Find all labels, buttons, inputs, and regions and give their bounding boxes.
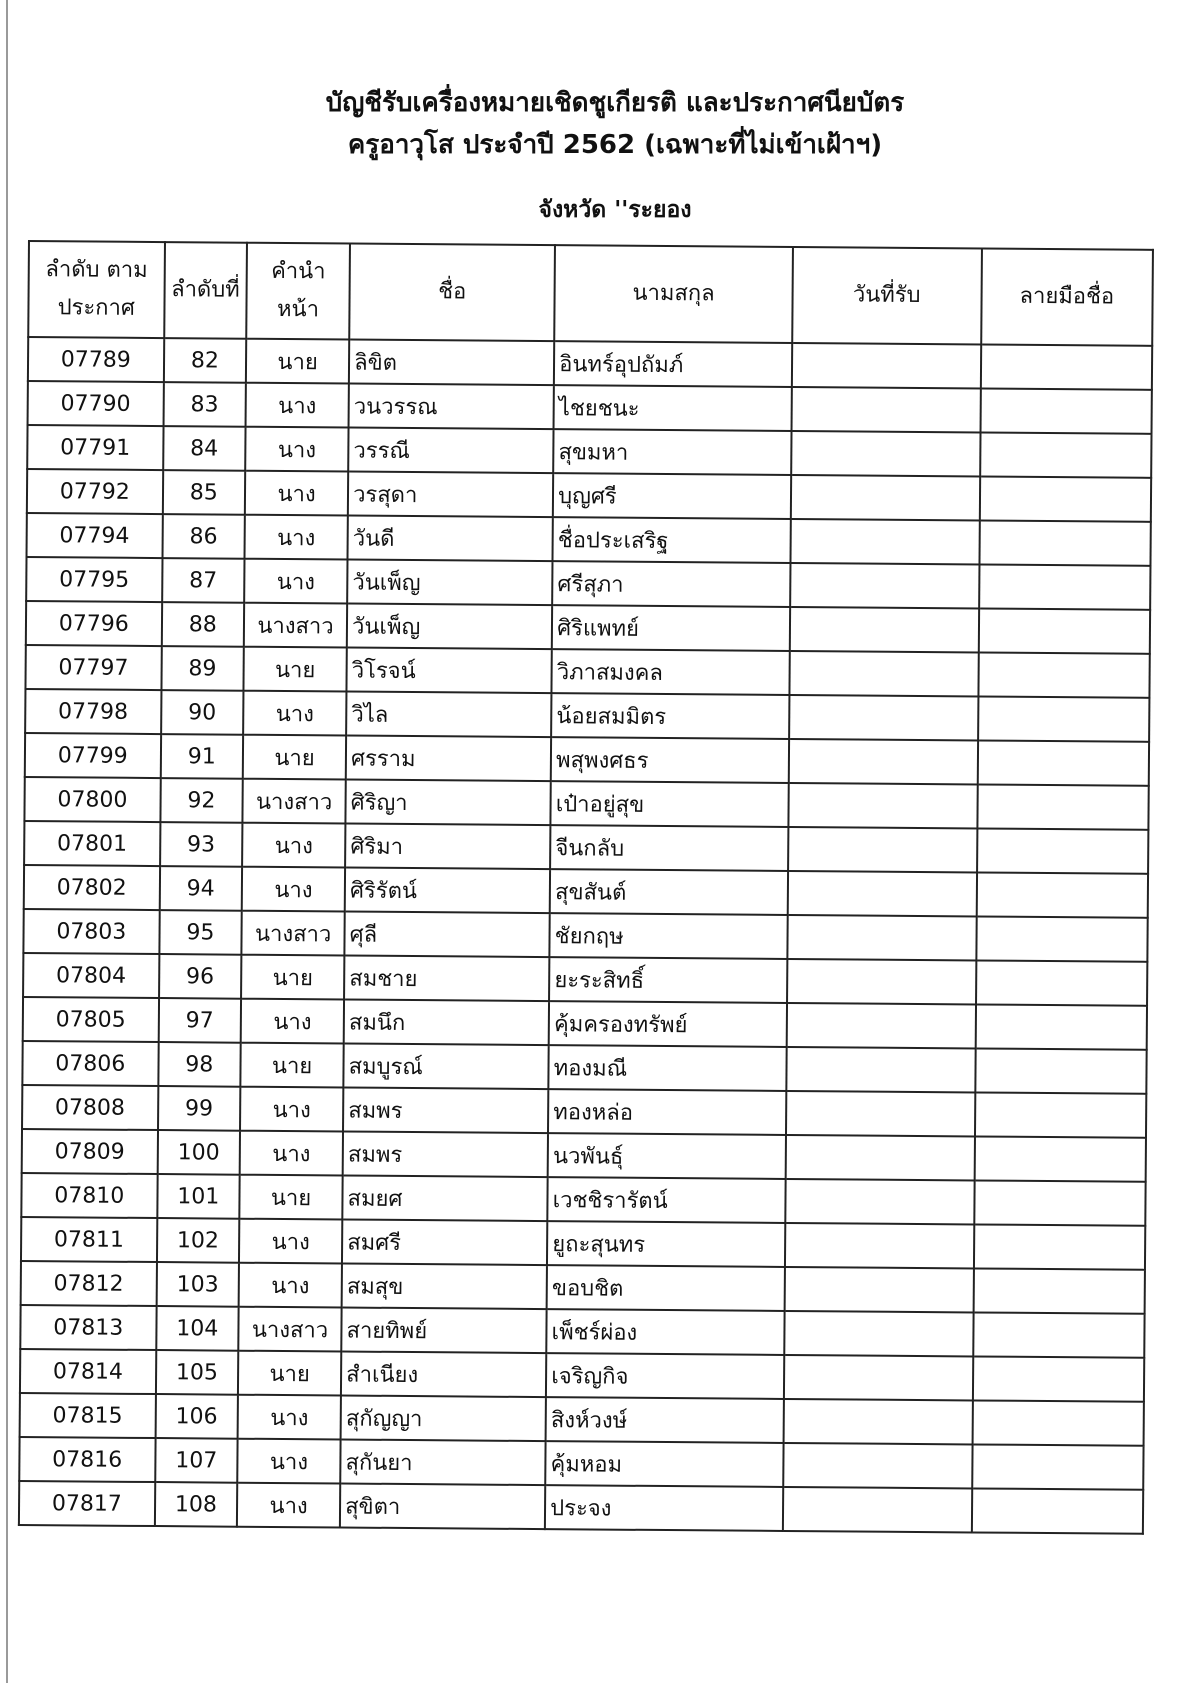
cell-prefix: นาย xyxy=(239,1175,342,1220)
cell-first-name: สมสุข xyxy=(342,1263,547,1309)
cell-first-name: สุกันยา xyxy=(340,1439,545,1485)
cell-signature[interactable] xyxy=(976,960,1148,1005)
cell-seq-no: 98 xyxy=(158,1042,241,1087)
cell-date-received[interactable] xyxy=(790,519,979,564)
cell-first-name: สายทิพย์ xyxy=(341,1307,546,1353)
header-prefix: คำนำหน้า xyxy=(246,243,350,340)
cell-first-name: ศิริญา xyxy=(346,780,551,826)
cell-prefix: นางสาว xyxy=(238,1307,341,1352)
cell-first-name: วนวรรณ xyxy=(349,384,554,430)
cell-date-received[interactable] xyxy=(788,827,977,872)
cell-first-name: วิโรจน์ xyxy=(347,648,552,694)
cell-seq-no: 101 xyxy=(157,1174,240,1219)
cell-prefix: นาง xyxy=(239,1263,342,1308)
cell-seq-no: 97 xyxy=(158,998,241,1043)
cell-last-name: เพ็ชร์ผ่อง xyxy=(546,1309,784,1355)
cell-signature[interactable] xyxy=(973,1312,1145,1357)
cell-first-name: วิไล xyxy=(346,692,551,738)
cell-prefix: นาง xyxy=(240,1087,343,1132)
cell-announce-no: 07794 xyxy=(27,513,163,558)
cell-seq-no: 99 xyxy=(158,1086,241,1131)
cell-last-name: ยะระสิทธิ์ xyxy=(549,957,787,1003)
cell-signature[interactable] xyxy=(973,1268,1145,1313)
cell-first-name: สมศรี xyxy=(342,1219,547,1265)
cell-prefix: นาย xyxy=(246,339,349,384)
cell-signature[interactable] xyxy=(975,1092,1147,1137)
cell-date-received[interactable] xyxy=(787,959,976,1004)
cell-signature[interactable] xyxy=(974,1180,1146,1225)
cell-prefix: นางสาว xyxy=(242,779,345,824)
cell-prefix: นาง xyxy=(237,1483,340,1528)
cell-prefix: นาย xyxy=(244,647,347,692)
cell-date-received[interactable] xyxy=(787,915,976,960)
cell-seq-no: 85 xyxy=(162,470,245,515)
cell-prefix: นาย xyxy=(243,735,346,780)
cell-first-name: สมพร xyxy=(343,1088,548,1134)
cell-announce-no: 07791 xyxy=(27,425,163,470)
cell-date-received[interactable] xyxy=(787,871,976,916)
cell-date-received[interactable] xyxy=(791,475,980,520)
cell-signature[interactable] xyxy=(978,608,1150,653)
cell-first-name: ศรราม xyxy=(346,736,551,782)
province-heading: จังหวัด ''ระยอง xyxy=(538,197,692,223)
cell-announce-no: 07803 xyxy=(23,909,159,954)
cell-announce-no: 07808 xyxy=(22,1085,158,1130)
cell-seq-no: 91 xyxy=(160,734,243,779)
cell-signature[interactable] xyxy=(977,828,1149,873)
cell-last-name: นวพันธุ์ xyxy=(548,1133,786,1179)
cell-signature[interactable] xyxy=(972,1444,1144,1489)
cell-last-name: ทองหล่อ xyxy=(548,1089,786,1135)
cell-announce-no: 07806 xyxy=(22,1041,158,1086)
cell-date-received[interactable] xyxy=(790,607,979,652)
cell-seq-no: 108 xyxy=(155,1482,238,1527)
cell-date-received[interactable] xyxy=(783,1443,972,1488)
cell-prefix: นาง xyxy=(243,691,346,736)
cell-date-received[interactable] xyxy=(786,1091,975,1136)
cell-prefix: นาง xyxy=(238,1395,341,1440)
cell-seq-no: 95 xyxy=(159,910,242,955)
roster-table xyxy=(18,240,1154,1535)
cell-last-name: ประจง xyxy=(545,1485,783,1531)
cell-first-name: ศุลี xyxy=(345,912,550,958)
header-announce-no: ลำดับ ตามประกาศ xyxy=(28,241,164,338)
cell-last-name: อินทร์อุปถัมภ์ xyxy=(554,341,792,387)
cell-seq-no: 83 xyxy=(163,382,246,427)
cell-prefix: นาง xyxy=(245,515,348,560)
cell-last-name: คุ้มครองทรัพย์ xyxy=(549,1001,787,1047)
cell-signature[interactable] xyxy=(976,916,1148,961)
cell-announce-no: 07811 xyxy=(21,1217,157,1262)
cell-first-name: ลิขิต xyxy=(349,340,554,386)
cell-announce-no: 07790 xyxy=(28,381,164,426)
cell-first-name: วันเพ็ญ xyxy=(347,604,552,650)
cell-signature[interactable] xyxy=(975,1048,1147,1093)
cell-announce-no: 07814 xyxy=(20,1349,156,1394)
cell-last-name: พสุพงศธร xyxy=(551,737,789,783)
cell-signature[interactable] xyxy=(978,652,1150,697)
cell-seq-no: 100 xyxy=(157,1130,240,1175)
cell-last-name: ศรีสุภา xyxy=(552,561,790,607)
cell-signature[interactable] xyxy=(980,344,1152,389)
cell-date-received[interactable] xyxy=(786,1047,975,1092)
cell-seq-no: 96 xyxy=(159,954,242,999)
cell-seq-no: 107 xyxy=(155,1438,238,1483)
cell-seq-no: 84 xyxy=(163,426,246,471)
cell-announce-no: 07789 xyxy=(28,337,164,382)
cell-prefix: นางสาว xyxy=(241,911,344,956)
cell-prefix: นาง xyxy=(244,559,347,604)
cell-date-received[interactable] xyxy=(789,739,978,784)
cell-last-name: สุขมหา xyxy=(553,429,791,475)
table-row xyxy=(19,1481,1143,1534)
cell-seq-no: 92 xyxy=(160,778,243,823)
cell-signature[interactable] xyxy=(971,1488,1143,1533)
cell-date-received[interactable] xyxy=(792,343,981,388)
cell-date-received[interactable] xyxy=(791,387,980,432)
cell-date-received[interactable] xyxy=(789,651,978,696)
cell-announce-no: 07795 xyxy=(26,557,162,602)
cell-announce-no: 07816 xyxy=(19,1437,155,1482)
cell-prefix: นาง xyxy=(241,999,344,1044)
cell-last-name: สุขสันต์ xyxy=(550,869,788,915)
cell-last-name: ชัยกฤษ xyxy=(550,913,788,959)
cell-seq-no: 93 xyxy=(160,822,243,867)
cell-first-name: สมชาย xyxy=(344,956,549,1002)
cell-signature[interactable] xyxy=(980,432,1152,477)
cell-announce-no: 07797 xyxy=(25,645,161,690)
cell-date-received[interactable] xyxy=(788,783,977,828)
cell-signature[interactable] xyxy=(979,564,1151,609)
cell-announce-no: 07812 xyxy=(21,1261,157,1306)
cell-signature[interactable] xyxy=(972,1356,1144,1401)
cell-seq-no: 103 xyxy=(156,1262,239,1307)
cell-prefix: นาง xyxy=(242,867,345,912)
title-line-2: ครูอาวุโส ประจำปี 2562 (เฉพาะที่ไม่เข้าเฝ้าฯ) xyxy=(347,130,883,160)
cell-last-name: ไชยชนะ xyxy=(554,385,792,431)
cell-last-name: น้อยสมมิตร xyxy=(551,693,789,739)
cell-seq-no: 106 xyxy=(155,1394,238,1439)
cell-announce-no: 07813 xyxy=(20,1305,156,1350)
cell-date-received[interactable] xyxy=(784,1311,973,1356)
cell-prefix: นาง xyxy=(239,1219,342,1264)
cell-signature[interactable] xyxy=(977,740,1149,785)
cell-last-name: ยูถะสุนทร xyxy=(547,1221,785,1267)
cell-date-received[interactable] xyxy=(790,563,979,608)
cell-seq-no: 102 xyxy=(157,1218,240,1263)
header-first-name: ชื่อ xyxy=(349,244,555,342)
cell-first-name: สมพร xyxy=(343,1132,548,1178)
cell-announce-no: 07817 xyxy=(19,1481,155,1526)
cell-seq-no: 89 xyxy=(161,646,244,691)
header-last-name: นามสกุล xyxy=(554,245,792,343)
cell-signature[interactable] xyxy=(975,1004,1147,1049)
cell-seq-no: 94 xyxy=(159,866,242,911)
cell-date-received[interactable] xyxy=(791,431,980,476)
cell-announce-no: 07810 xyxy=(21,1173,157,1218)
cell-announce-no: 07809 xyxy=(22,1129,158,1174)
cell-first-name: ศิริรัตน์ xyxy=(345,868,550,914)
cell-last-name: เป๋าอยู่สุข xyxy=(551,781,789,827)
cell-signature[interactable] xyxy=(979,520,1151,565)
cell-last-name: ขอบชิต xyxy=(547,1265,785,1311)
cell-first-name: สำเนียง xyxy=(341,1351,546,1397)
cell-announce-no: 07800 xyxy=(24,777,160,822)
cell-first-name: วรสุดา xyxy=(348,472,553,518)
cell-seq-no: 104 xyxy=(156,1306,239,1351)
cell-announce-no: 07815 xyxy=(20,1393,156,1438)
cell-first-name: สมบูรณ์ xyxy=(343,1044,548,1090)
cell-prefix: นาย xyxy=(240,1043,343,1088)
cell-seq-no: 88 xyxy=(161,602,244,647)
cell-seq-no: 105 xyxy=(156,1350,239,1395)
roster-body xyxy=(19,337,1152,1534)
cell-last-name: เวชชิรารัตน์ xyxy=(547,1177,785,1223)
cell-first-name: สมนึก xyxy=(344,1000,549,1046)
title-line-1: บัญชีรับเครื่องหมายเชิดชูเกียรติ และประกาศนียบัตร xyxy=(325,88,905,118)
cell-signature[interactable] xyxy=(973,1224,1145,1269)
header-seq-no: ลำดับที่ xyxy=(164,242,247,339)
cell-announce-no: 07802 xyxy=(24,865,160,910)
cell-prefix: นาง xyxy=(242,823,345,868)
cell-date-received[interactable] xyxy=(786,1003,975,1048)
cell-announce-no: 07799 xyxy=(25,733,161,778)
cell-date-received[interactable] xyxy=(789,695,978,740)
cell-prefix: นาย xyxy=(241,955,344,1000)
cell-date-received[interactable] xyxy=(784,1267,973,1312)
cell-last-name: คุ้มหอม xyxy=(545,1441,783,1487)
page-edge xyxy=(6,0,8,1683)
cell-signature[interactable] xyxy=(980,388,1152,433)
document-title xyxy=(0,82,1190,166)
cell-first-name: สมยศ xyxy=(342,1176,547,1222)
header-signature: ลายมือชื่อ xyxy=(981,248,1153,345)
header-row xyxy=(28,241,1153,346)
cell-announce-no: 07792 xyxy=(27,469,163,514)
cell-first-name: วรรณี xyxy=(348,428,553,474)
cell-signature[interactable] xyxy=(974,1136,1146,1181)
cell-seq-no: 82 xyxy=(163,338,246,383)
cell-announce-no: 07796 xyxy=(26,601,162,646)
cell-seq-no: 86 xyxy=(162,514,245,559)
cell-signature[interactable] xyxy=(977,784,1149,829)
cell-date-received[interactable] xyxy=(784,1355,973,1400)
cell-first-name: สุขิตา xyxy=(340,1483,545,1529)
cell-prefix: นาง xyxy=(245,471,348,516)
cell-last-name: ชื่อประเสริฐ xyxy=(553,517,791,563)
cell-last-name: เจริญกิจ xyxy=(546,1353,784,1399)
cell-signature[interactable] xyxy=(978,696,1150,741)
cell-prefix: นาง xyxy=(240,1131,343,1176)
cell-prefix: นาง xyxy=(246,383,349,428)
cell-date-received[interactable] xyxy=(783,1487,972,1532)
cell-first-name: วันดี xyxy=(348,516,553,562)
cell-first-name: สุกัญญา xyxy=(341,1395,546,1441)
cell-last-name: สิงห์วงษ์ xyxy=(546,1397,784,1443)
cell-signature[interactable] xyxy=(976,872,1148,917)
cell-announce-no: 07798 xyxy=(25,689,161,734)
cell-last-name: ศิริแพทย์ xyxy=(552,605,790,651)
cell-seq-no: 90 xyxy=(161,690,244,735)
header-date-received: วันที่รับ xyxy=(792,247,982,344)
cell-signature[interactable] xyxy=(979,476,1151,521)
cell-prefix: นางสาว xyxy=(244,603,347,648)
cell-last-name: วิภาสมงคล xyxy=(552,649,790,695)
cell-prefix: นาย xyxy=(238,1351,341,1396)
cell-date-received[interactable] xyxy=(783,1399,972,1444)
cell-announce-no: 07805 xyxy=(23,997,159,1042)
cell-signature[interactable] xyxy=(972,1400,1144,1445)
cell-date-received[interactable] xyxy=(785,1223,974,1268)
cell-last-name: ทองมณี xyxy=(549,1045,787,1091)
cell-last-name: จีนกลับ xyxy=(550,825,788,871)
cell-first-name: ศิริมา xyxy=(345,824,550,870)
cell-seq-no: 87 xyxy=(162,558,245,603)
cell-date-received[interactable] xyxy=(785,1179,974,1224)
cell-prefix: นาง xyxy=(245,427,348,472)
cell-announce-no: 07804 xyxy=(23,953,159,998)
cell-date-received[interactable] xyxy=(785,1135,974,1180)
cell-prefix: นาง xyxy=(237,1439,340,1484)
cell-first-name: วันเพ็ญ xyxy=(347,560,552,606)
cell-last-name: บุญศรี xyxy=(553,473,791,519)
cell-announce-no: 07801 xyxy=(24,821,160,866)
